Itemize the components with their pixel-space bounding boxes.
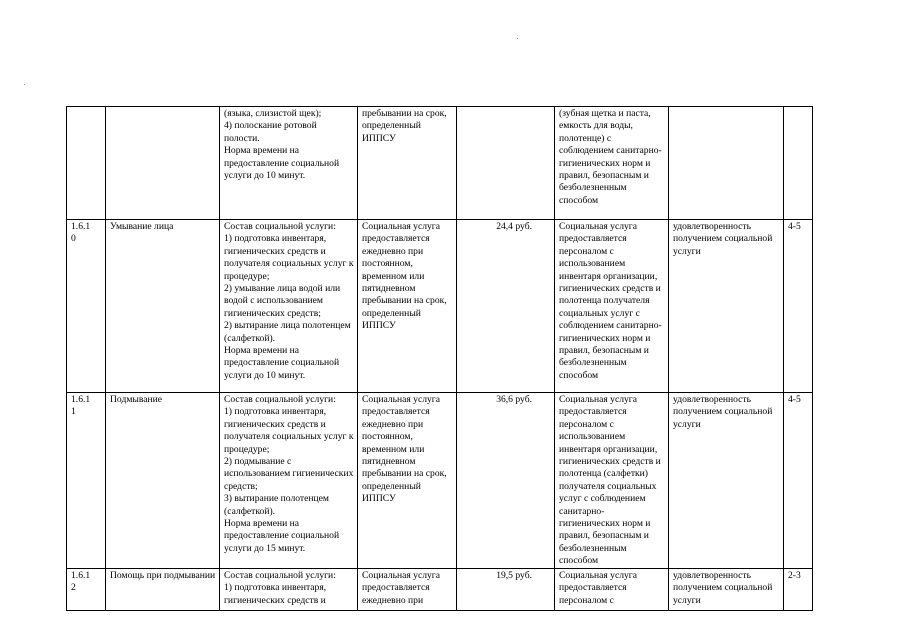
service-price-cell: 36,6 руб. [457,393,555,569]
service-score-cell: 4-5 [784,220,813,393]
service-name-cell [106,107,220,220]
service-resources-cell: (зубная щетка и паста, емкость для воды, полотенце) с соблюдением санитарно-гигиенических норм и правил, безопасным и безболезненным способом [555,107,669,220]
service-conditions-cell: Социальная услуга предоставляется ежедневно при постоянном, временном или пятидневном пребывании на срок, определенный ИППСУ [358,220,457,393]
service-composition-cell: (языка, слизистой щек); 4) полоскание ротовой полости. Норма времени на предоставление социальной услуги до 10 минут. [220,107,358,220]
service-criteria-cell [669,107,784,220]
service-name-cell: Умывание лица [106,220,220,393]
service-number-cell: 1.6.1 1 [67,393,106,569]
service-name-cell: Помощь при подмывании [106,568,220,610]
service-criteria-cell: удовлетворенность получением социальной услуги [669,220,784,393]
scan-speck [517,38,518,39]
service-number-cell: 1.6.1 2 [67,568,106,610]
service-price-cell: 24,4 руб. [457,220,555,393]
table-row [67,107,813,220]
services-table-wrapper [66,106,812,611]
service-conditions-cell: Социальная услуга предоставляется ежедневно при [358,568,457,610]
scan-speck [24,84,25,85]
services-table [66,106,813,611]
table-row [67,393,813,569]
service-criteria-cell: удовлетворенность получением социальной услуги [669,568,784,610]
service-conditions-cell: Социальная услуга предоставляется ежедневно при постоянном, временном или пятидневном пребывании на срок, определенный ИППСУ [358,393,457,569]
service-composition-cell: Состав социальной услуги: 1) подготовка инвентаря, гигиенических средств и [220,568,358,610]
service-price-cell [457,107,555,220]
service-composition-cell: Состав социальной услуги: 1) подготовка инвентаря, гигиенических средств и получателя социальных услуг к процедуре; 2) умывание лица водой или водой с использованием гигиенических средств; 2) вытирание лица полотенцем (салфеткой). Норма времени на предоставление социальной услуги до 10 минут. [220,220,358,393]
service-resources-cell: Социальная услуга предоставляется персоналом с использованием инвентаря организации, гигиенических средств и полотенца получателя социальных услуг с соблюдением санитарно-гигиенических норм и правил, безопасным и безболезненным способом [555,220,669,393]
service-resources-cell: Социальная услуга предоставляется персоналом с [555,568,669,610]
service-conditions-cell: пребывании на срок, определенный ИППСУ [358,107,457,220]
service-name-cell: Подмывание [106,393,220,569]
service-price-cell: 19,5 руб. [457,568,555,610]
service-score-cell: 4-5 [784,393,813,569]
service-resources-cell: Социальная услуга предоставляется персоналом с использованием инвентаря организации, гигиенических средств и полотенца (салфетки) получателя социальных услуг с соблюдением санитарно-гигиенических норм и правил, безопасным и безболезненным способом [555,393,669,569]
service-criteria-cell: удовлетворенность получением социальной услуги [669,393,784,569]
table-row [67,568,813,610]
service-score-cell [784,107,813,220]
service-number-cell [67,107,106,220]
service-composition-cell: Состав социальной услуги: 1) подготовка инвентаря, гигиенических средств и получателя социальных услуг к процедуре; 2) подмывание с использованием гигиенических средств; 3) вытирание полотенцем (салфеткой). Норма времени на предоставление социальной услуги до 15 минут. [220,393,358,569]
service-score-cell: 2-3 [784,568,813,610]
page-bottom-edge [0,624,905,640]
service-number-cell: 1.6.1 0 [67,220,106,393]
table-row [67,220,813,393]
